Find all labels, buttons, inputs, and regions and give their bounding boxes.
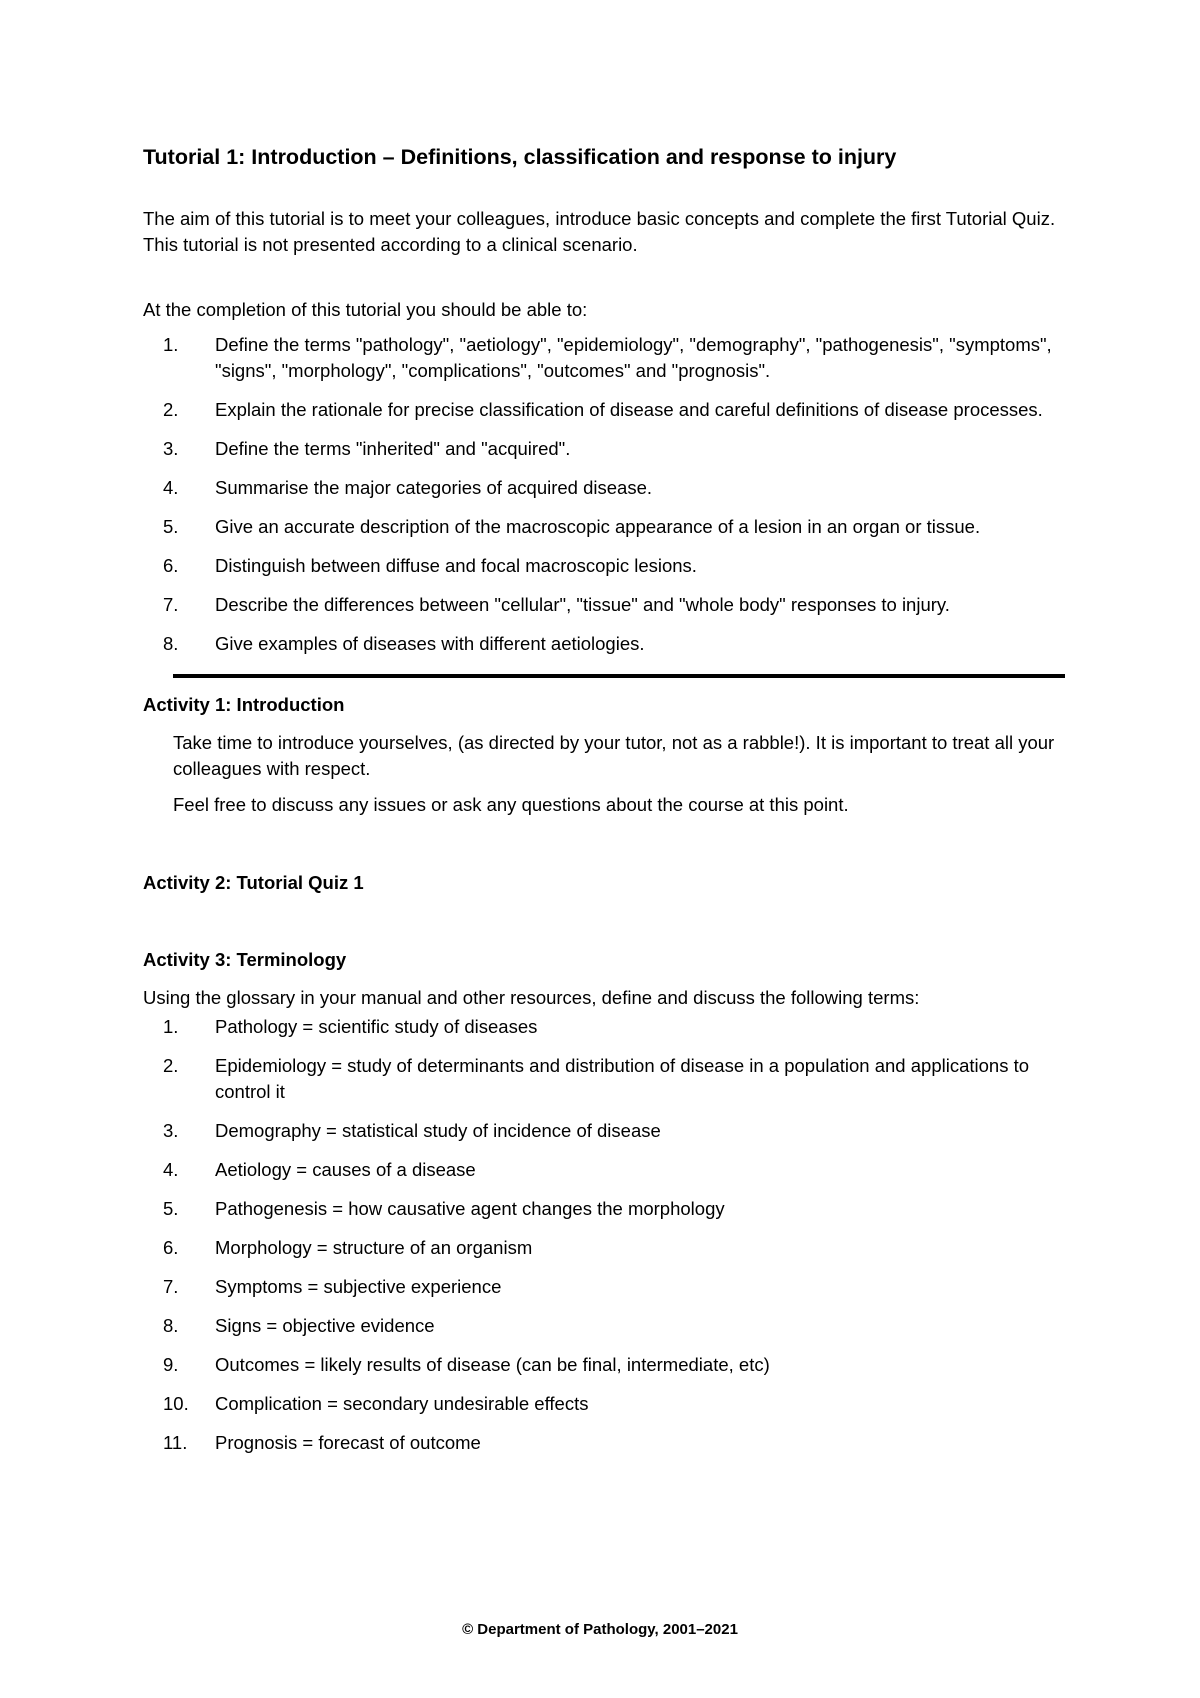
list-item-number: 5.: [163, 516, 179, 537]
list-item: [143, 514, 1063, 540]
list-item: [143, 1053, 1063, 1105]
list-item: [143, 592, 1063, 618]
objectives-list: [143, 332, 1063, 657]
list-item-text: Symptoms = subjective experience: [215, 1276, 502, 1297]
list-item-number: 1.: [163, 334, 179, 355]
list-item-text: Complication = secondary undesirable effects: [215, 1393, 589, 1414]
objectives-lead: At the completion of this tutorial you should be able to:: [143, 299, 588, 320]
list-item-number: 5.: [163, 1198, 179, 1219]
list-item-number: 6.: [163, 1237, 179, 1258]
list-item-number: 4.: [163, 477, 179, 498]
activity-1-paragraph-1: Take time to introduce yourselves, (as directed by your tutor, not as a rabble!). It is important to treat all your colleagues with respect.: [173, 732, 1055, 779]
list-item-text: Give an accurate description of the macroscopic appearance of a lesion in an organ or tissue.: [215, 516, 981, 537]
list-item-text: Morphology = structure of an organism: [215, 1237, 533, 1258]
list-item-text: Define the terms "inherited" and "acquired".: [215, 438, 571, 459]
list-item-text: Demography = statistical study of incidence of disease: [215, 1120, 661, 1141]
list-item-number: 2.: [163, 399, 179, 420]
activity-1-paragraph-2: Feel free to discuss any issues or ask any questions about the course at this point.: [173, 794, 849, 815]
list-item-text: Prognosis = forecast of outcome: [215, 1432, 481, 1453]
list-item-number: 8.: [163, 1315, 179, 1336]
list-item-text: Aetiology = causes of a disease: [215, 1159, 476, 1180]
list-item: [143, 1274, 1063, 1300]
list-item: [143, 1118, 1063, 1144]
list-item-number: 8.: [163, 633, 179, 654]
list-item-number: 2.: [163, 1055, 179, 1076]
list-item-number: 3.: [163, 438, 179, 459]
list-item-number: 3.: [163, 1120, 179, 1141]
list-item-number: 7.: [163, 1276, 179, 1297]
list-item-text: Give examples of diseases with different aetiologies.: [215, 633, 645, 654]
intro-paragraph: The aim of this tutorial is to meet your colleagues, introduce basic concepts and complete the first Tutorial Quiz. This tutorial is not presented according to a clinical scenario.: [143, 208, 1056, 255]
list-item: [143, 1430, 1063, 1456]
section-divider: [173, 674, 1065, 678]
list-item: [143, 1157, 1063, 1183]
list-item: [143, 332, 1063, 384]
list-item-text: Define the terms "pathology", "aetiology", "epidemiology", "demography", "pathogenesis", "symptoms", "signs", "morphology", "complications", "outcomes" and "prognosis".: [215, 334, 1052, 381]
activity-1-heading: Activity 1: Introduction: [143, 694, 345, 715]
list-item-number: 4.: [163, 1159, 179, 1180]
activity-3-heading: Activity 3: Terminology: [143, 949, 347, 970]
list-item-number: 11.: [163, 1432, 188, 1453]
terms-list: [143, 1014, 1063, 1456]
list-item-text: Pathogenesis = how causative agent changes the morphology: [215, 1198, 725, 1219]
list-item: [143, 1352, 1063, 1378]
list-item-text: Describe the differences between "cellular", "tissue" and "whole body" responses to injury.: [215, 594, 950, 615]
document-content: [143, 143, 1063, 1469]
page-title: Tutorial 1: Introduction – Definitions, classification and response to injury: [143, 145, 897, 169]
list-item-number: 7.: [163, 594, 179, 615]
list-item: [143, 553, 1063, 579]
page-footer: © Department of Pathology, 2001–2021: [462, 1621, 738, 1638]
list-item: [143, 1313, 1063, 1339]
list-item: [143, 631, 1063, 657]
activity-2-heading: Activity 2: Tutorial Quiz 1: [143, 872, 364, 893]
activity-3-lead: Using the glossary in your manual and other resources, define and discuss the following terms:: [143, 987, 920, 1008]
list-item-number: 10.: [163, 1393, 189, 1414]
list-item-text: Distinguish between diffuse and focal macroscopic lesions.: [215, 555, 697, 576]
list-item-text: Summarise the major categories of acquired disease.: [215, 477, 653, 498]
list-item-number: 9.: [163, 1354, 179, 1375]
list-item: [143, 1196, 1063, 1222]
list-item-text: Pathology = scientific study of diseases: [215, 1016, 538, 1037]
list-item: [143, 436, 1063, 462]
list-item: [143, 475, 1063, 501]
list-item: [143, 397, 1063, 423]
list-item-number: 1.: [163, 1016, 179, 1037]
list-item-text: Epidemiology = study of determinants and distribution of disease in a population and applications to control it: [215, 1055, 1030, 1102]
list-item: [143, 1391, 1063, 1417]
list-item-text: Signs = objective evidence: [215, 1315, 435, 1336]
list-item-text: Explain the rationale for precise classification of disease and careful definitions of disease processes.: [215, 399, 1043, 420]
list-item-number: 6.: [163, 555, 179, 576]
list-item-text: Outcomes = likely results of disease (can be final, intermediate, etc): [215, 1354, 770, 1375]
list-item: [143, 1235, 1063, 1261]
list-item: [143, 1014, 1063, 1040]
